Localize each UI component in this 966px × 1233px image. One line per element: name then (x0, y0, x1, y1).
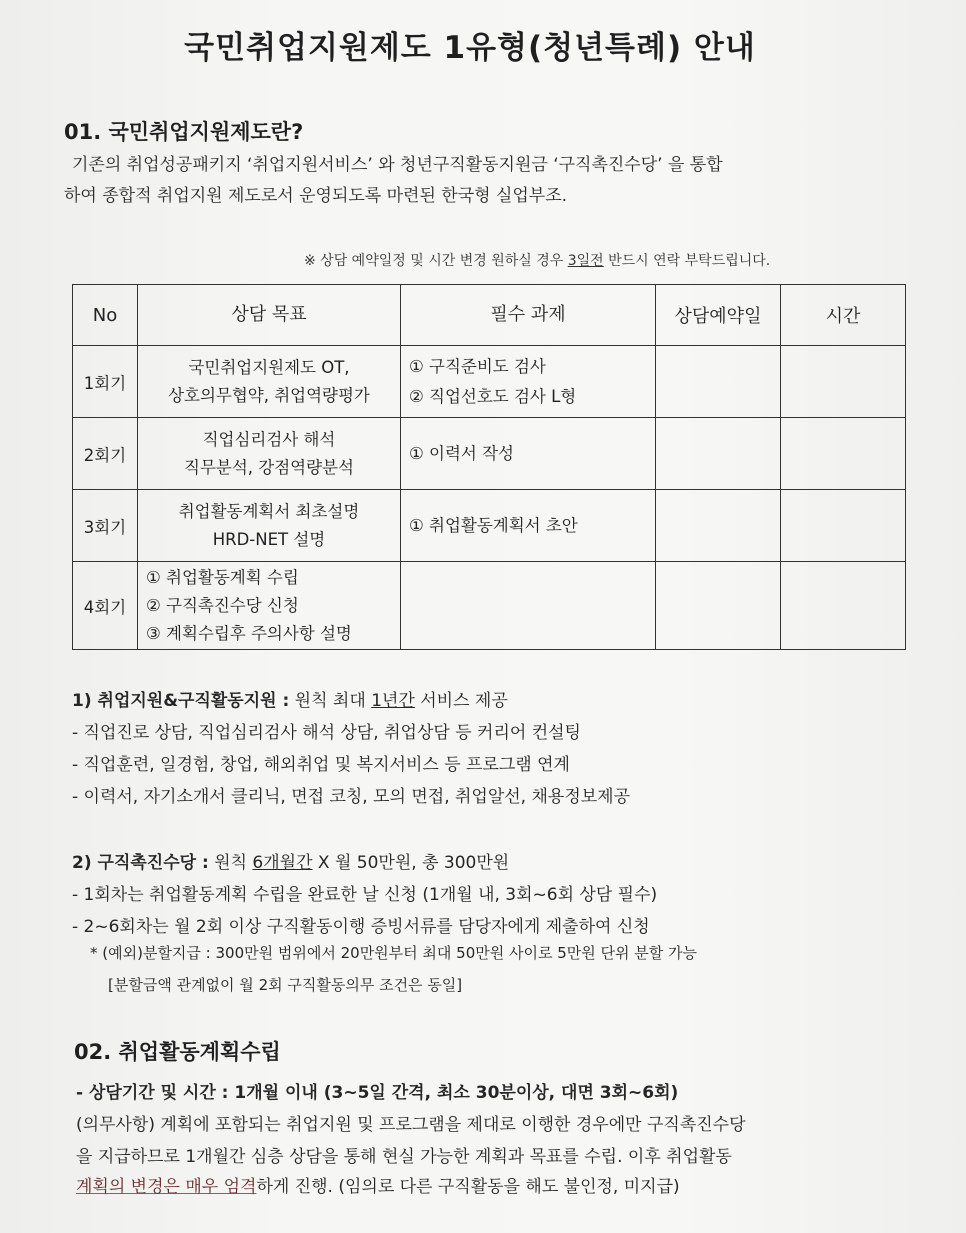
note-text-post: 반드시 연락 부탁드립니다. (603, 253, 771, 269)
row-task (401, 418, 656, 490)
reservation-time-cell[interactable] (781, 346, 906, 418)
reservation-time-cell[interactable] (781, 562, 906, 650)
block2-title-underlined: 6개월간 (252, 853, 313, 873)
block2-title-bold: 2) 구직촉진수당 : (72, 853, 209, 873)
block2-title (72, 848, 509, 873)
block1-item: - 직업진로 상담, 직업심리검사 해석 상담, 취업상담 등 커리어 컨설팅 (72, 723, 581, 743)
block1-title (72, 686, 508, 711)
block2-item: - 2~6회차는 월 2회 이상 구직활동이행 증빙서류를 담당자에게 제출하여 신청 (72, 917, 650, 937)
goal-line: 취업활동계획서 최초설명 (178, 501, 360, 521)
goal-line: ② 구직촉진수당 신청 (146, 595, 299, 615)
intro-line-2: 하여 종합적 취업지원 제도로서 운영되도록 마련된 한국형 실업부조. (64, 186, 568, 206)
reservation-date-cell[interactable] (656, 490, 781, 562)
duty-line-2: 을 지급하므로 1개월간 심층 상담을 통해 현실 가능한 계획과 목표를 수립. 이후 취업활동 (76, 1147, 732, 1167)
reservation-time-cell[interactable] (781, 490, 906, 562)
task-line: ① 구직준비도 검사 (409, 356, 546, 376)
row-goal (138, 562, 401, 650)
goal-line: ③ 계획수립후 주의사항 설명 (146, 623, 352, 643)
consult-period: - 상담기간 및 시간 : 1개월 이내 (3~5일 간격, 최소 30분이상, 대면 3회~6회) (76, 1083, 679, 1103)
goal-line: 상호의무협약, 취업역량평가 (168, 385, 370, 405)
goal-line: 직업심리검사 해석 (202, 429, 336, 449)
row-no: 1회기 (73, 346, 138, 418)
goal-line: HRD-NET 설명 (212, 529, 326, 549)
header-task: 필수 과제 (401, 285, 656, 346)
row-goal (138, 490, 401, 562)
row-no: 2회기 (73, 418, 138, 490)
row-no: 4회기 (73, 562, 138, 650)
note-text-pre: ※ 상담 예약일정 및 시간 변경 원하실 경우 (304, 253, 568, 269)
reservation-time-cell[interactable] (781, 418, 906, 490)
reservation-note (304, 250, 770, 270)
duty-line-1: (의무사항) 계획에 포함되는 취업지원 및 프로그램을 제대로 이행한 경우에만 구직촉진수당 (76, 1115, 746, 1135)
block2-sub-note: * (예외)분할지급 : 300만원 범위에서 20만원부터 최대 50만원 사이로 5만원 단위 분할 가능 (90, 944, 698, 962)
block2-title-post: X 월 50만원, 총 300만원 (312, 853, 510, 873)
block1-title-pre: 원칙 최대 (289, 691, 372, 711)
goal-line: 국민취업지원제도 OT, (188, 357, 350, 377)
row-no: 3회기 (73, 490, 138, 562)
header-date: 상담예약일 (656, 285, 781, 346)
intro-line-1: 기존의 취업성공패키지 ‘취업지원서비스’ 와 청년구직활동지원금 ‘구직촉진수당’ 을 통합 (72, 155, 723, 175)
block2-sub-note-2: [분할금액 관계없이 월 2회 구직활동의무 조건은 동일] (108, 976, 463, 994)
header-goal: 상담 목표 (138, 285, 401, 346)
table-row (73, 346, 906, 418)
table-header-row (73, 285, 906, 346)
block1-title-bold: 1) 취업지원&구직활동지원 : (72, 691, 290, 711)
duty-line-3 (76, 1172, 680, 1197)
schedule-table (72, 284, 906, 650)
block1-title-post: 서비스 제공 (414, 691, 508, 711)
block1-title-underlined: 1년간 (371, 691, 415, 711)
row-task (401, 346, 656, 418)
page-title: 국민취업지원제도 1유형(청년특례) 안내 (184, 30, 756, 66)
block2-title-pre: 원칙 (208, 853, 253, 873)
block1-item: - 직업훈련, 일경험, 창업, 해외취업 및 복지서비스 등 프로그램 연계 (72, 755, 570, 775)
task-line: ① 이력서 작성 (409, 443, 514, 463)
goal-line: ① 취업활동계획 수립 (146, 567, 299, 587)
reservation-date-cell[interactable] (656, 562, 781, 650)
row-goal (138, 346, 401, 418)
task-line: ② 직업선호도 검사 L형 (409, 386, 577, 406)
reservation-date-cell[interactable] (656, 346, 781, 418)
table-row (73, 490, 906, 562)
reservation-date-cell[interactable] (656, 418, 781, 490)
block1-item: - 이력서, 자기소개서 클리닉, 면접 코칭, 모의 면접, 취업알선, 채용정보제공 (72, 787, 631, 807)
header-time: 시간 (781, 285, 906, 346)
row-goal (138, 418, 401, 490)
goal-line: 직무분석, 강점역량분석 (184, 457, 354, 477)
table-row (73, 562, 906, 650)
section-heading-1: 01. 국민취업지원제도란? (64, 120, 304, 144)
duty-line-3-rest: 하게 진행. (임의로 다른 구직활동을 해도 불인정, 미지급) (256, 1177, 680, 1197)
block2-item: - 1회차는 취업활동계획 수립을 완료한 날 신청 (1개월 내, 3회~6회 상담 필수) (72, 885, 658, 905)
section-heading-2: 02. 취업활동계획수립 (74, 1040, 281, 1064)
strict-change-highlight: 계획의 변경은 매우 엄격 (76, 1177, 257, 1197)
note-text-underlined: 3일전 (567, 253, 604, 269)
task-line: ① 취업활동계획서 초안 (409, 515, 578, 535)
table-row (73, 418, 906, 490)
intro-paragraph (64, 150, 902, 212)
header-no: No (73, 285, 138, 346)
row-task (401, 562, 656, 650)
row-task (401, 490, 656, 562)
